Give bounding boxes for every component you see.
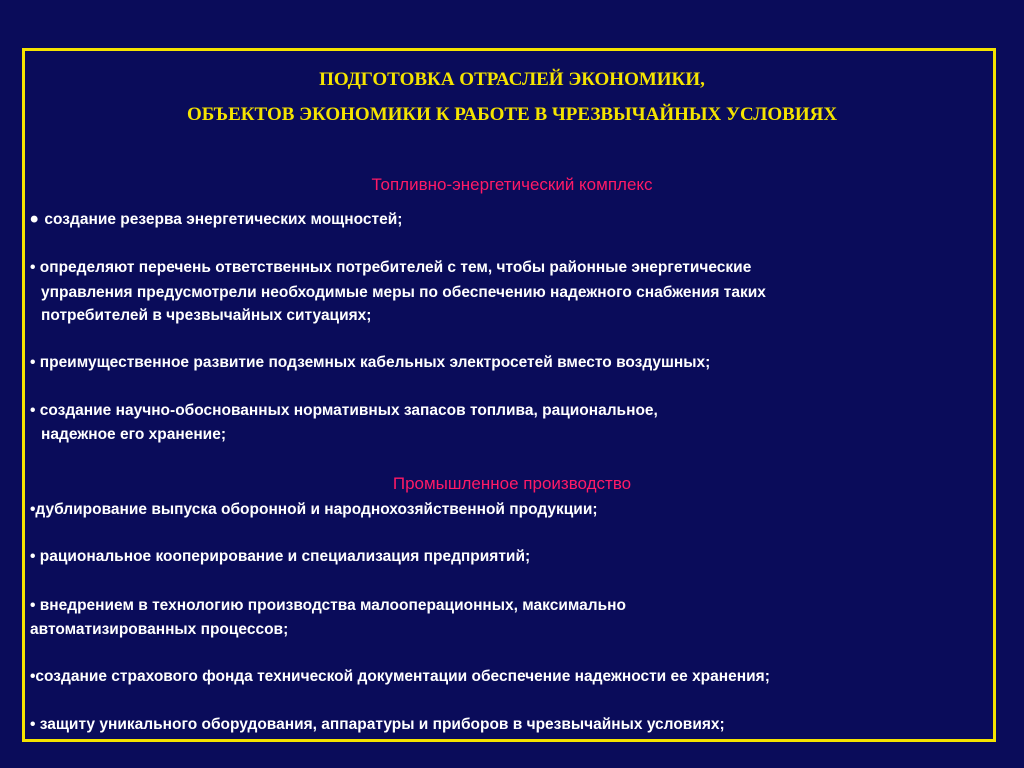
industry-item-5: • защиту уникального оборудования, аппаратуры и приборов в чрезвычайных условиях; — [30, 716, 725, 733]
fuel-item-4-line2: надежное его хранение; — [41, 426, 226, 443]
fuel-item-2-line3: потребителей в чрезвычайных ситуациях; — [41, 307, 372, 324]
fuel-item-4-line1: • создание научно-обоснованных нормативных запасов топлива, рациональное, — [30, 402, 658, 419]
industry-section-heading: Промышленное производство — [392, 474, 632, 493]
fuel-item-1-text: создание резерва энергетических мощностей; — [44, 211, 403, 228]
industry-item-1: •дублирование выпуска оборонной и народнохозяйственной продукции; — [30, 501, 598, 518]
slide-title-line1: ПОДГОТОВКА ОТРАСЛЕЙ ЭКОНОМИКИ, — [319, 69, 705, 90]
industry-item-2: • рациональное кооперирование и специализация предприятий; — [30, 548, 531, 565]
industry-item-4: •создание страхового фонда технической документации обеспечение надежности ее хранения; — [30, 668, 770, 685]
fuel-section-heading: Топливно-энергетический комплекс — [371, 175, 653, 194]
industry-item-3-line2: автоматизированных процессов; — [30, 621, 289, 638]
bullet-glyph: • — [30, 206, 39, 233]
fuel-item-2-line2: управления предусмотрели необходимые меры по обеспечению надежного снабжения таких — [41, 284, 766, 301]
fuel-item-3: • преимущественное развитие подземных кабельных электросетей вместо воздушных; — [30, 354, 711, 371]
slide-title-line2: ОБЪЕКТОВ ЭКОНОМИКИ К РАБОТЕ В ЧРЕЗВЫЧАЙНЫХ УСЛОВИЯХ — [186, 104, 838, 125]
industry-item-3-line1: • внедрением в технологию производства малооперационных, максимально — [30, 597, 626, 614]
fuel-item-1 — [30, 206, 402, 234]
fuel-item-2-line1: • определяют перечень ответственных потребителей с тем, чтобы районные энергетические — [30, 259, 752, 276]
